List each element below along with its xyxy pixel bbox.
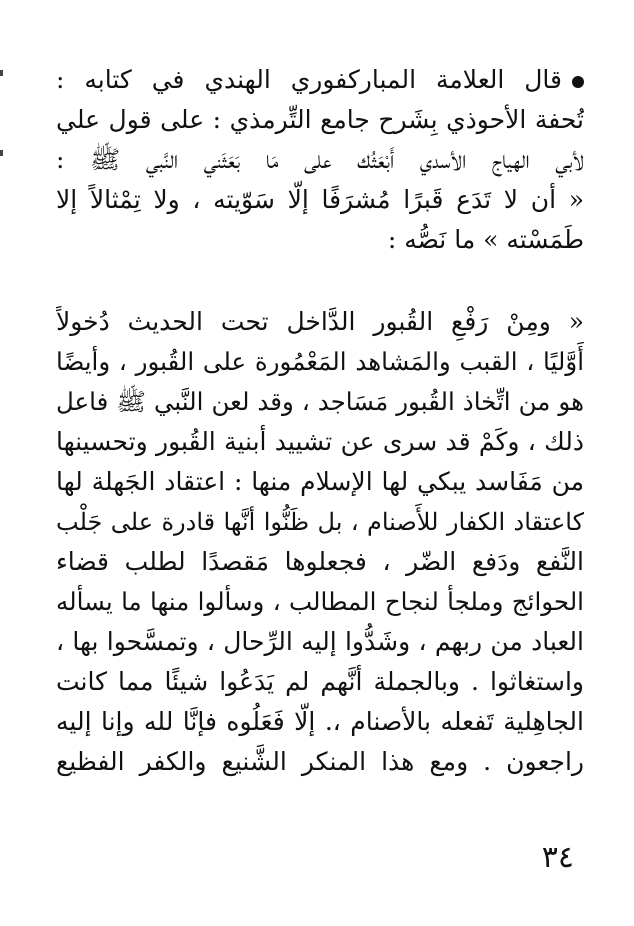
text-line <box>56 60 584 100</box>
text-line: ذلك ، وكَمْ قد سرى عن تشييد أبنية القُبور وتحسينها <box>56 427 584 456</box>
text-line: تُحفة الأحوذي بِشَرح جامع التِّرمذي : على قول علي <box>56 105 584 134</box>
text-line: أَوَّليًا ، القبب والمَشاهد المَعْمُورة على القُبور ، وأيضًا <box>56 347 584 376</box>
scan-edge-mark <box>0 70 3 76</box>
text-line: هو من اتِّخاذ القُبور مَسَاجد ، وقد لعن النَّبي ﷺ فاعل <box>56 387 584 416</box>
text-line: طَمَسْته » ما نَصُّه : <box>387 225 584 254</box>
paragraph-quote <box>56 302 584 782</box>
text-line: النَّفع ودَفع الضّر ، فجعلوها مَقصدًا لطلب قضاء <box>56 547 584 576</box>
paragraph-intro <box>56 60 584 260</box>
line-text: قال العلامة المباركفوري الهندي في كتابه : <box>56 65 562 94</box>
text-line: كاعتقاد الكفار للأَصنام ، بل ظَنُّوا أنَّها قادرة على جَلْب <box>56 508 584 536</box>
scan-edge-mark <box>0 150 3 156</box>
text-line: « ومِنْ رَفْعِ القُبور الدَّاخل تحت الحديث دُخولاً <box>56 307 584 336</box>
text-line: العباد من ربهم ، وشَدُّوا إليه الرِّحال ، وتمسَّحوا بها ، <box>56 627 584 656</box>
text-line: واستغاثوا . وبالجملة أنَّهم لم يَدَعُوا شيئًا مما كانت <box>56 667 584 696</box>
text-line: لأبي الهياج الأسدي أَبْعَثُك على مَا بَعَثَني النَّبي ﷺ : <box>56 145 584 174</box>
text-line: الحوائج وملجأ لنجاح المطالب ، وسألوا منها ما يسأله <box>56 587 584 616</box>
text-line: « أن لا تَدَع قَبرًا مُشرَفًا إلّا سَوّيته ، ولا تِمْثالاً إلا <box>56 185 584 214</box>
text-line: الجاهِلية تَفعله بالأصنام ،. إلّا فَعَلُوه فإنَّا لله وإنا إليه <box>56 707 584 736</box>
text-line: من مَفَاسد يبكي لها الإسلام منها : اعتقاد الجَهلة لها <box>56 467 584 496</box>
page-number: ٣٤ <box>541 840 574 875</box>
bullet-icon <box>572 76 584 88</box>
text-line: راجعون . ومع هذا المنكر الشَّنيع والكفر الفظيع <box>56 747 584 776</box>
